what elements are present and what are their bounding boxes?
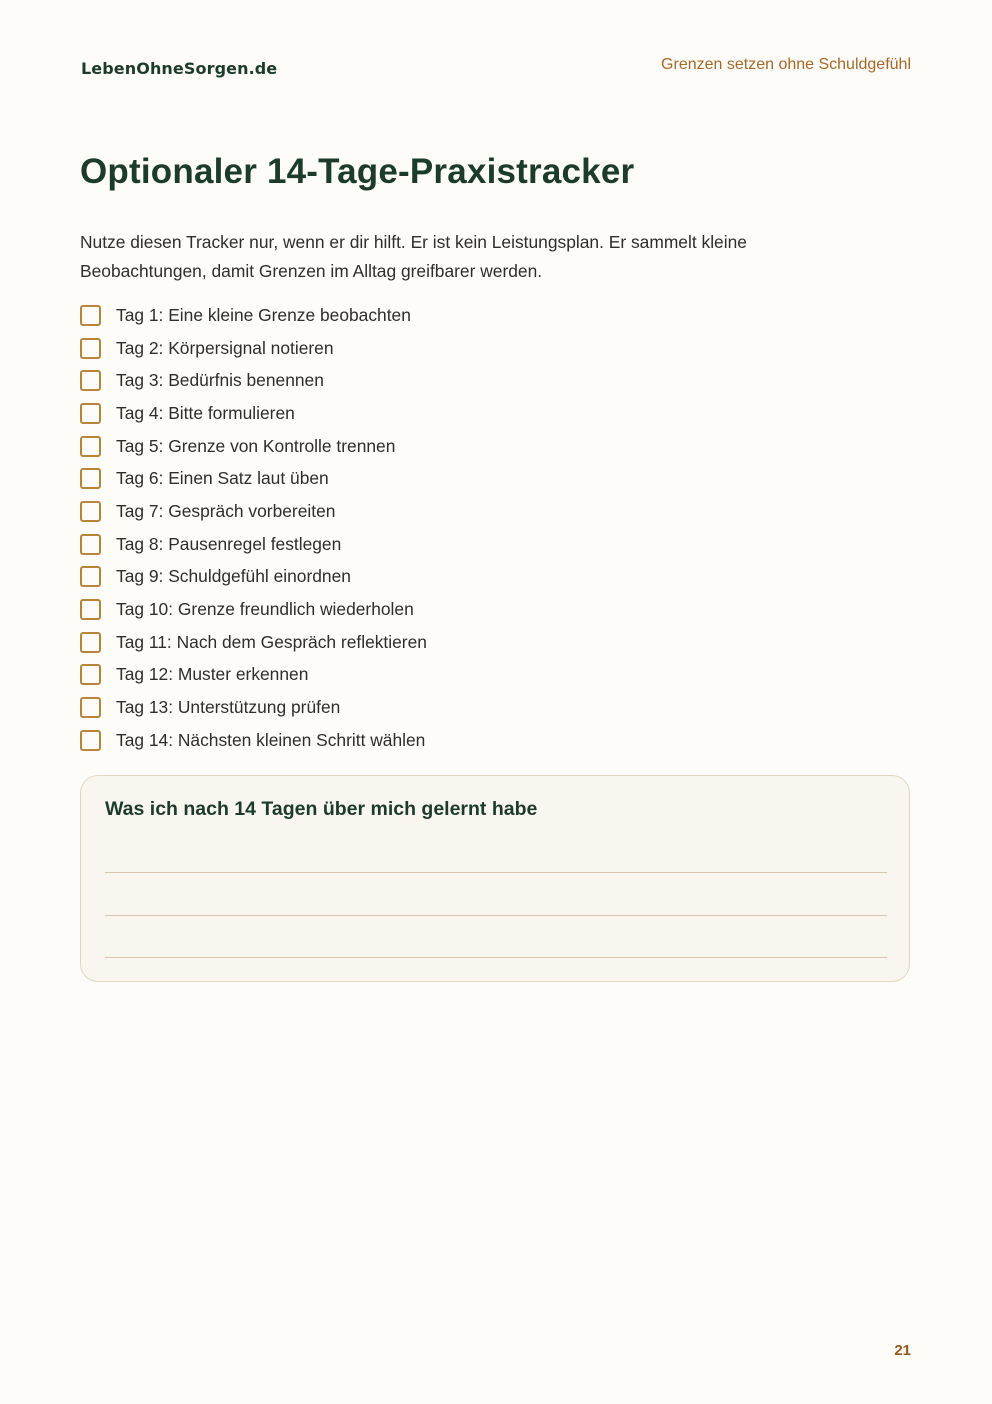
writing-line[interactable] xyxy=(105,957,887,958)
checkbox[interactable] xyxy=(80,370,101,391)
checklist-item-day-12[interactable] xyxy=(80,659,427,692)
checkbox[interactable] xyxy=(80,599,101,620)
checklist-item-day-13[interactable] xyxy=(80,691,427,724)
checklist-item-label: Tag 14: Nächsten kleinen Schritt wählen xyxy=(116,729,426,750)
checklist-item-day-3[interactable] xyxy=(80,364,427,397)
checkbox[interactable] xyxy=(80,338,101,359)
checkbox[interactable] xyxy=(80,664,101,685)
checklist-item-day-9[interactable] xyxy=(80,561,427,594)
checklist-item-day-8[interactable] xyxy=(80,528,427,561)
checklist-item-label: Tag 13: Unterstützung prüfen xyxy=(116,697,341,718)
checkbox[interactable] xyxy=(80,403,101,424)
checklist-item-day-6[interactable] xyxy=(80,462,427,495)
checkbox[interactable] xyxy=(80,566,101,587)
checklist-item-label: Tag 10: Grenze freundlich wiederholen xyxy=(116,599,414,620)
checkbox[interactable] xyxy=(80,697,101,718)
intro-line-2: Beobachtungen, damit Grenzen im Alltag greifbarer werden. xyxy=(80,260,543,281)
checklist-item-label: Tag 8: Pausenregel festlegen xyxy=(116,533,342,554)
checklist-item-label: Tag 1: Eine kleine Grenze beobachten xyxy=(116,304,411,325)
checklist-item-label: Tag 6: Einen Satz laut üben xyxy=(116,468,329,489)
checklist-item-day-7[interactable] xyxy=(80,495,427,528)
day-checklist xyxy=(80,299,427,757)
checklist-item-label: Tag 7: Gespräch vorbereiten xyxy=(116,500,336,521)
checklist-item-day-10[interactable] xyxy=(80,593,427,626)
checklist-item-day-1[interactable] xyxy=(80,299,427,332)
checklist-item-day-11[interactable] xyxy=(80,626,427,659)
checkbox[interactable] xyxy=(80,534,101,555)
checkbox[interactable] xyxy=(80,468,101,489)
checkbox[interactable] xyxy=(80,436,101,457)
checklist-item-day-5[interactable] xyxy=(80,430,427,463)
checkbox[interactable] xyxy=(80,730,101,751)
page-number: 21 xyxy=(894,1342,911,1359)
running-title: Grenzen setzen ohne Schuldgefühl xyxy=(661,56,911,73)
reflection-title: Was ich nach 14 Tagen über mich gelernt habe xyxy=(105,798,538,820)
intro-line-1: Nutze diesen Tracker nur, wenn er dir hilft. Er ist kein Leistungsplan. Er sammelt kleine xyxy=(80,232,747,252)
checklist-item-day-2[interactable] xyxy=(80,332,427,365)
checklist-item-label: Tag 3: Bedürfnis benennen xyxy=(116,370,324,391)
checkbox[interactable] xyxy=(80,632,101,653)
brand-logo-text: LebenOhneSorgen.de xyxy=(81,59,278,78)
checklist-item-label: Tag 11: Nach dem Gespräch reflektieren xyxy=(116,631,427,652)
checkbox[interactable] xyxy=(80,305,101,326)
checklist-item-label: Tag 4: Bitte formulieren xyxy=(116,402,295,423)
writing-line[interactable] xyxy=(105,872,887,873)
checkbox[interactable] xyxy=(80,501,101,522)
reflection-box xyxy=(80,775,910,982)
checklist-item-label: Tag 12: Muster erkennen xyxy=(116,664,309,685)
checklist-item-day-14[interactable] xyxy=(80,724,427,757)
page-title: Optionaler 14-Tage-Praxistracker xyxy=(80,152,635,191)
checklist-item-label: Tag 5: Grenze von Kontrolle trennen xyxy=(116,435,396,456)
checklist-item-day-4[interactable] xyxy=(80,397,427,430)
checklist-item-label: Tag 2: Körpersignal notieren xyxy=(116,337,334,358)
writing-line[interactable] xyxy=(105,915,887,916)
intro-paragraph xyxy=(80,228,820,285)
checklist-item-label: Tag 9: Schuldgefühl einordnen xyxy=(116,566,351,587)
